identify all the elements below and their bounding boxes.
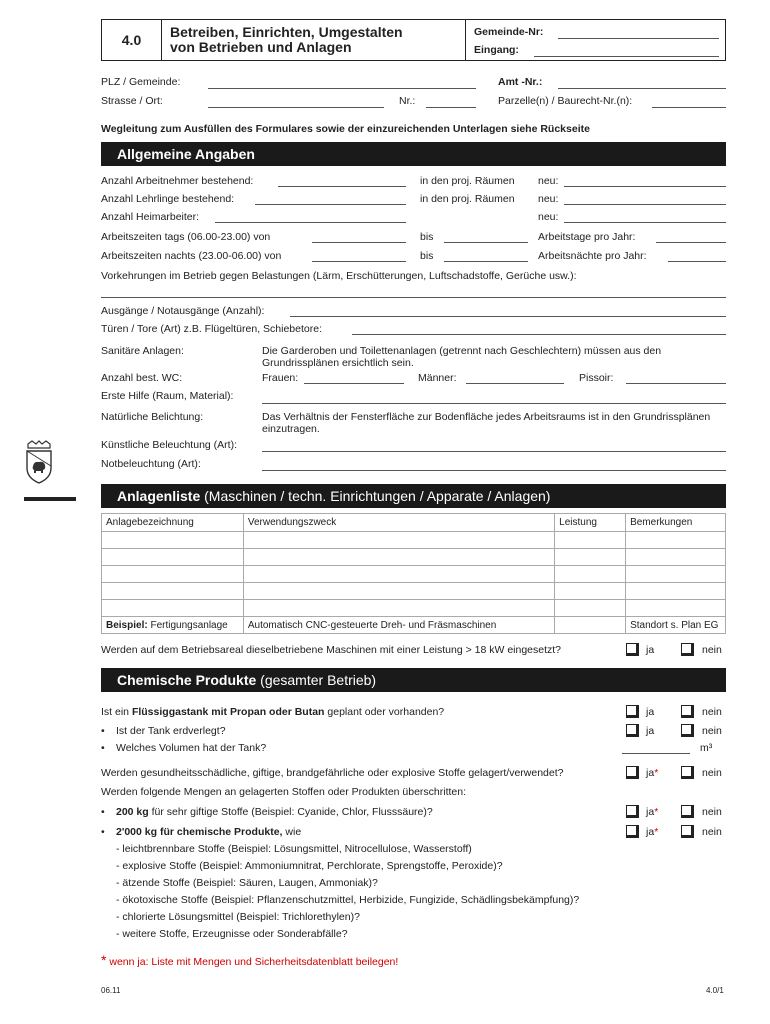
bullet-icon: • xyxy=(101,826,105,838)
erdverlegt-nein-checkbox[interactable] xyxy=(681,724,694,737)
table-cell[interactable] xyxy=(102,549,244,566)
q1-ja-label: ja xyxy=(646,706,655,718)
q4-star: * xyxy=(654,767,659,779)
bullet-icon: • xyxy=(101,806,105,818)
q7-ja-text: ja xyxy=(646,826,655,838)
bullet-icon: • xyxy=(101,725,105,737)
q4-ja-text: ja xyxy=(646,767,655,779)
table-cell[interactable] xyxy=(102,566,244,583)
gemeinde-nr-field[interactable] xyxy=(558,38,719,39)
bis-label-2: bis xyxy=(420,250,434,262)
eingang-label: Eingang: xyxy=(474,44,519,56)
heimarbeiter-label: Anzahl Heimarbeiter: xyxy=(101,211,200,223)
chemisch-ja-checkbox[interactable] xyxy=(626,825,639,838)
fluessiggas-ja-checkbox[interactable] xyxy=(626,705,639,718)
q2-ja-label: ja xyxy=(646,725,655,737)
plz-label: PLZ / Gemeinde: xyxy=(101,76,181,88)
nachts-bis-field[interactable] xyxy=(444,261,528,262)
strasse-label: Strasse / Ort: xyxy=(101,95,163,107)
heimarbeiter-neu-field[interactable] xyxy=(564,222,726,223)
belichtung-text: Das Verhältnis der Fensterfläche zur Bodenfläche jedes Arbeitsraums ist in den Grundrissplänen einzutragen. xyxy=(262,411,711,435)
maenner-label: Männer: xyxy=(418,372,457,384)
table-cell[interactable] xyxy=(555,566,626,583)
neu-label-1: neu: xyxy=(538,175,559,187)
neu-label-3: neu: xyxy=(538,211,559,223)
table-cell[interactable] xyxy=(102,600,244,617)
section-allgemeine-angaben xyxy=(101,142,726,166)
table-cell[interactable] xyxy=(555,583,626,600)
q1-pre: Ist ein xyxy=(101,706,132,718)
arbeitstage-label: Arbeitstage pro Jahr: xyxy=(538,231,636,243)
arbeitsnaechte-label: Arbeitsnächte pro Jahr: xyxy=(538,250,647,262)
fluessiggas-nein-checkbox[interactable] xyxy=(681,705,694,718)
wegleitung-text: Wegleitung zum Ausfüllen des Formulares sowie der einzureichenden Unterlagen siehe Rückseite xyxy=(101,123,590,135)
vorkehrungen-field[interactable] xyxy=(101,297,726,298)
footer-date: 06.11 xyxy=(101,986,121,995)
kuenstlich-field[interactable] xyxy=(262,451,726,452)
erste-hilfe-label: Erste Hilfe (Raum, Material): xyxy=(101,390,234,402)
q4-nein-label: nein xyxy=(702,767,722,779)
example-label: Beispiel: xyxy=(106,619,148,631)
bullet-icon: • xyxy=(101,742,105,754)
frauen-label: Frauen: xyxy=(262,372,299,384)
lehrlinge-neu-field[interactable] xyxy=(564,204,726,205)
mengen-question: Werden folgende Mengen an gelagerten Stoffen oder Produkten überschritten: xyxy=(101,786,467,798)
gefaehrlich-ja-checkbox[interactable] xyxy=(626,766,639,779)
parzelle-field[interactable] xyxy=(652,107,726,108)
q7-bold: 2'000 kg für chemische Produkte, xyxy=(116,826,283,838)
table-cell[interactable] xyxy=(243,532,554,549)
section-anlagenliste xyxy=(101,484,726,508)
example-row xyxy=(102,617,726,634)
sub-item: - ökotoxische Stoffe (Beispiel: Pflanzenschutzmittel, Herbizide, Fungizide, Schädlingsbekämpfung)? xyxy=(116,894,580,906)
table-row[interactable] xyxy=(102,549,726,566)
q1-post: geplant oder vorhanden? xyxy=(324,706,445,718)
plz-field[interactable] xyxy=(208,88,476,89)
footer-page: 4.0/1 xyxy=(706,986,724,995)
sub-item: - leichtbrennbare Stoffe (Beispiel: Lösungsmittel, Nitrocellulose, Wasserstoff) xyxy=(116,843,472,855)
table-cell[interactable] xyxy=(626,600,726,617)
gefaehrlich-question: Werden gesundheitsschädliche, giftige, brandgefährliche oder explosive Stoffe gelagert/verwendet? xyxy=(101,767,564,779)
example-zweck-cell: Automatisch CNC-gesteuerte Dreh- und Fräsmaschinen xyxy=(243,617,554,634)
giftig-nein-checkbox[interactable] xyxy=(681,805,694,818)
table-row[interactable] xyxy=(102,583,726,600)
q6-bold: 200 kg xyxy=(116,806,149,818)
table-cell[interactable] xyxy=(555,532,626,549)
q7-rest: wie xyxy=(282,826,302,838)
form-header xyxy=(101,19,726,61)
q1-nein-label: nein xyxy=(702,706,722,718)
section-title-allgemein: Allgemeine Angaben xyxy=(117,146,255,162)
erste-hilfe-field[interactable] xyxy=(262,403,726,404)
table-cell[interactable] xyxy=(555,549,626,566)
erdverlegt-ja-checkbox[interactable] xyxy=(626,724,639,737)
notbeleuchtung-label: Notbeleuchtung (Art): xyxy=(101,458,201,470)
sub-item: - weitere Stoffe, Erzeugnisse oder Sonderabfälle? xyxy=(116,928,348,940)
chemische-produkte-question xyxy=(116,826,301,838)
table-cell[interactable] xyxy=(243,583,554,600)
parzelle-label: Parzelle(n) / Baurecht-Nr.(n): xyxy=(498,95,633,107)
belichtung-label: Natürliche Belichtung: xyxy=(101,411,204,423)
section-title-anlagen-bold: Anlagenliste xyxy=(117,488,201,504)
title-line1: Betreiben, Einrichten, Umgestalten xyxy=(170,24,403,40)
tank-volumen-question: Welches Volumen hat der Tank? xyxy=(116,742,267,754)
nr-label: Nr.: xyxy=(399,95,416,107)
table-cell[interactable] xyxy=(626,583,726,600)
footnote-text: wenn ja: Liste mit Mengen und Sicherheitsdatenblatt beilegen! xyxy=(109,956,399,968)
tank-volumen-field[interactable] xyxy=(622,753,690,754)
section-title-anlagen-rest: (Maschinen / techn. Einrichtungen / Apparate / Anlagen) xyxy=(204,488,551,504)
giftig-ja-checkbox[interactable] xyxy=(626,805,639,818)
table-row[interactable] xyxy=(102,600,726,617)
vorkehrungen-label: Vorkehrungen im Betrieb gegen Belastungen (Lärm, Erschütterungen, Luftschadstoffe, Gerüche usw.): xyxy=(101,270,577,282)
col-bemerkungen: Bemerkungen xyxy=(626,514,726,532)
gemeinde-nr-label: Gemeinde-Nr: xyxy=(474,26,544,38)
section-title-chemie-rest: (gesamter Betrieb) xyxy=(260,672,377,688)
frauen-field[interactable] xyxy=(304,383,404,384)
col-anlagebezeichnung: Anlagebezeichnung xyxy=(102,514,244,532)
kuenstlich-label: Künstliche Beleuchtung (Art): xyxy=(101,439,237,451)
q1-bold: Flüssiggastank mit Propan oder Butan xyxy=(131,706,325,718)
q6-ja-text: ja xyxy=(646,806,655,818)
neu-label-2: neu: xyxy=(538,193,559,205)
sub-item: - chlorierte Lösungsmittel (Beispiel: Trichlorethylen)? xyxy=(116,911,360,923)
tank-erdverlegt-question: Ist der Tank erdverlegt? xyxy=(116,725,226,737)
example-name-cell xyxy=(102,617,244,634)
nachts-label: Arbeitszeiten nachts (23.00-06.00) von xyxy=(101,250,282,262)
title-line2: von Betrieben und Anlagen xyxy=(170,39,352,55)
arbeitsnaechte-field[interactable] xyxy=(668,261,726,262)
fluessiggas-question xyxy=(101,706,444,718)
table-cell[interactable] xyxy=(555,600,626,617)
table-cell[interactable] xyxy=(243,549,554,566)
ausgaenge-field[interactable] xyxy=(290,316,726,317)
form-number: 4.0 xyxy=(102,20,162,60)
pissoir-label: Pissoir: xyxy=(579,372,614,384)
table-cell[interactable] xyxy=(626,566,726,583)
table-cell[interactable] xyxy=(102,583,244,600)
tags-von-field[interactable] xyxy=(312,242,406,243)
lehrlinge-label: Anzahl Lehrlinge bestehend: xyxy=(101,193,235,205)
nr-field[interactable] xyxy=(426,107,476,108)
q7-star: * xyxy=(654,826,659,838)
col-verwendungszweck: Verwendungszweck xyxy=(243,514,554,532)
footnote xyxy=(101,952,398,968)
example-leistung-cell xyxy=(555,617,626,634)
tags-bis-field[interactable] xyxy=(444,242,528,243)
notbeleuchtung-field[interactable] xyxy=(262,470,726,471)
table-cell[interactable] xyxy=(626,532,726,549)
form-title xyxy=(170,25,403,55)
diesel-nein-checkbox[interactable] xyxy=(681,643,694,656)
strasse-field[interactable] xyxy=(208,107,384,108)
footnote-star: * xyxy=(101,952,107,968)
diesel-question: Werden auf dem Betriebsareal dieselbetriebene Maschinen mit einer Leistung > 18 kW eingesetzt? xyxy=(101,644,562,656)
logo-underline xyxy=(24,497,76,501)
q7-ja-label xyxy=(646,826,658,838)
diesel-nein-label: nein xyxy=(702,644,722,656)
table-cell[interactable] xyxy=(243,600,554,617)
sub-item: - explosive Stoffe (Beispiel: Ammoniumnitrat, Perchlorate, Sprengstoffe, Peroxide)? xyxy=(116,860,503,872)
q6-star: * xyxy=(654,806,659,818)
anlagen-table xyxy=(101,513,726,634)
section-title-chemie-bold: Chemische Produkte xyxy=(117,672,257,688)
ausgaenge-label: Ausgänge / Notausgänge (Anzahl): xyxy=(101,305,265,317)
wc-label: Anzahl best. WC: xyxy=(101,372,183,384)
m3-unit: m³ xyxy=(700,742,713,754)
sub-item: - ätzende Stoffe (Beispiel: Säuren, Laugen, Ammoniak)? xyxy=(116,877,378,889)
tueren-field[interactable] xyxy=(352,334,726,335)
q7-nein-label: nein xyxy=(702,826,722,838)
arbeitnehmer-field[interactable] xyxy=(278,186,406,187)
diesel-ja-checkbox[interactable] xyxy=(626,643,639,656)
example-name: Fertigungsanlage xyxy=(150,619,228,631)
chemisch-nein-checkbox[interactable] xyxy=(681,825,694,838)
amt-nr-field[interactable] xyxy=(558,88,726,89)
table-row[interactable] xyxy=(102,532,726,549)
arbeitnehmer-label: Anzahl Arbeitnehmer bestehend: xyxy=(101,175,254,187)
pissoir-field[interactable] xyxy=(626,383,726,384)
arbeitnehmer-neu-field[interactable] xyxy=(564,186,726,187)
diesel-ja-label: ja xyxy=(646,644,655,656)
coat-of-arms-logo xyxy=(22,440,56,488)
tags-label: Arbeitszeiten tags (06.00-23.00) von xyxy=(101,231,271,243)
proj-raeume-label-1: in den proj. Räumen xyxy=(420,175,515,187)
example-bem-cell: Standort s. Plan EG xyxy=(626,617,726,634)
nachts-von-field[interactable] xyxy=(312,261,406,262)
eingang-field[interactable] xyxy=(534,56,719,57)
table-cell[interactable] xyxy=(102,532,244,549)
table-row[interactable] xyxy=(102,566,726,583)
q2-nein-label: nein xyxy=(702,725,722,737)
col-leistung: Leistung xyxy=(555,514,626,532)
sanitaer-label: Sanitäre Anlagen: xyxy=(101,345,184,357)
sanitaer-text: Die Garderoben und Toilettenanlagen (getrennt nach Geschlechtern) müssen aus den Grundrissplänen ersichtlich sein. xyxy=(262,345,662,369)
heimarbeiter-field[interactable] xyxy=(215,222,406,223)
table-header-row xyxy=(102,514,726,532)
arbeitstage-field[interactable] xyxy=(656,242,726,243)
table-cell[interactable] xyxy=(243,566,554,583)
lehrlinge-field[interactable] xyxy=(255,204,406,205)
tueren-label: Türen / Tore (Art) z.B. Flügeltüren, Schiebetore: xyxy=(101,323,322,335)
maenner-field[interactable] xyxy=(466,383,564,384)
giftige-stoffe-question xyxy=(116,806,433,818)
section-chemische-produkte xyxy=(101,668,726,692)
table-cell[interactable] xyxy=(626,549,726,566)
q6-ja-label xyxy=(646,806,658,818)
bis-label-1: bis xyxy=(420,231,434,243)
amt-nr-label: Amt -Nr.: xyxy=(498,76,543,88)
header-right xyxy=(465,20,725,60)
q6-nein-label: nein xyxy=(702,806,722,818)
q4-ja-label xyxy=(646,767,658,779)
gefaehrlich-nein-checkbox[interactable] xyxy=(681,766,694,779)
q6-rest: für sehr giftige Stoffe (Beispiel: Cyanide, Chlor, Flusssäure)? xyxy=(148,806,433,818)
proj-raeume-label-2: in den proj. Räumen xyxy=(420,193,515,205)
